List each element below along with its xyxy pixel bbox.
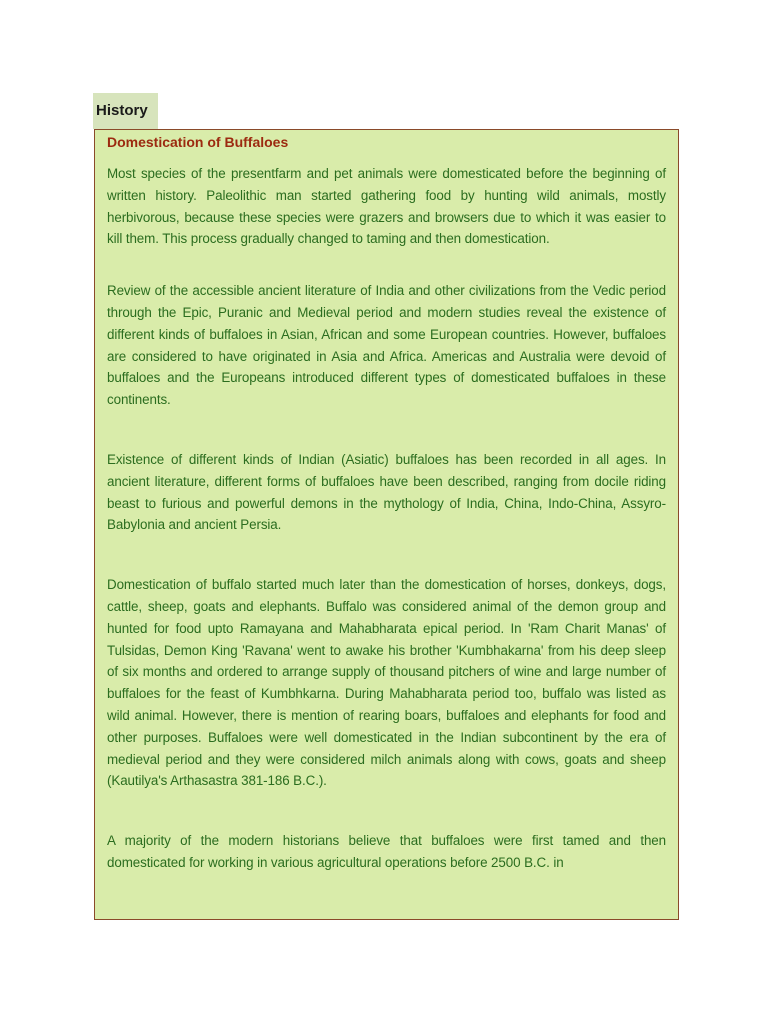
history-tab-label: History bbox=[93, 93, 158, 129]
paragraph-4: Domestication of buffalo started much later than the domestication of horses, donkeys, dogs, cattle, sheep, goats and elephants. Buffalo was considered animal of the demon group and hunted for food upto Ramayana and Mahabharata epical period. In 'Ram Charit Manas' of Tulsidas, Demon King 'Ravana' went to awake his brother 'Kumbhakarna' from his deep sleep of six months and ordered to arrange supply of thousand pitchers of wine and large number of buffaloes for the feast of Kumbhkarna. During Mahabharata period too, buffalo was listed as wild animal. However, there is mention of rearing boars, buffaloes and elephants for food and other purposes. Buffaloes were well domesticated in the Indian subcontinent by the era of medieval period and they were considered milch animals along with cows, goats and sheep (Kautilya's Arthasastra 381-186 B.C.). bbox=[107, 577, 666, 789]
paragraph-2: Review of the accessible ancient literature of India and other civilizations from the Vedic period through the Epic, Puranic and Medieval period and modern studies reveal the existence of different kinds of buffaloes in Asian, African and some European countries. However, buffaloes are considered to have originated in Asia and Africa. Americas and Australia were devoid of buffaloes and the Europeans introduced different types of domesticated buffaloes in these continents. bbox=[107, 283, 666, 408]
paragraph-5: A majority of the modern historians believe that buffaloes were first tamed and then domesticated for working in various agricultural operations before 2500 B.C. in bbox=[107, 833, 666, 870]
paragraph-3: Existence of different kinds of Indian (Asiatic) buffaloes has been recorded in all ages. In ancient literature, different forms of buffaloes have been described, ranging from docile riding beast to furious and powerful demons in the mythology of India, China, Indo-China, Assyro-Babylonia and ancient Persia. bbox=[107, 451, 666, 533]
content-box bbox=[94, 129, 679, 920]
paragraph-1: Most species of the presentfarm and pet animals were domesticated before the beginning of written history. Paleolithic man started gathering food by hunting wild animals, mostly herbivorous, because these species were grazers and browsers due to which it was easier to kill them. This process gradually changed to taming and then domestication. bbox=[107, 166, 666, 247]
section-title: Domestication of Buffaloes bbox=[107, 134, 289, 150]
